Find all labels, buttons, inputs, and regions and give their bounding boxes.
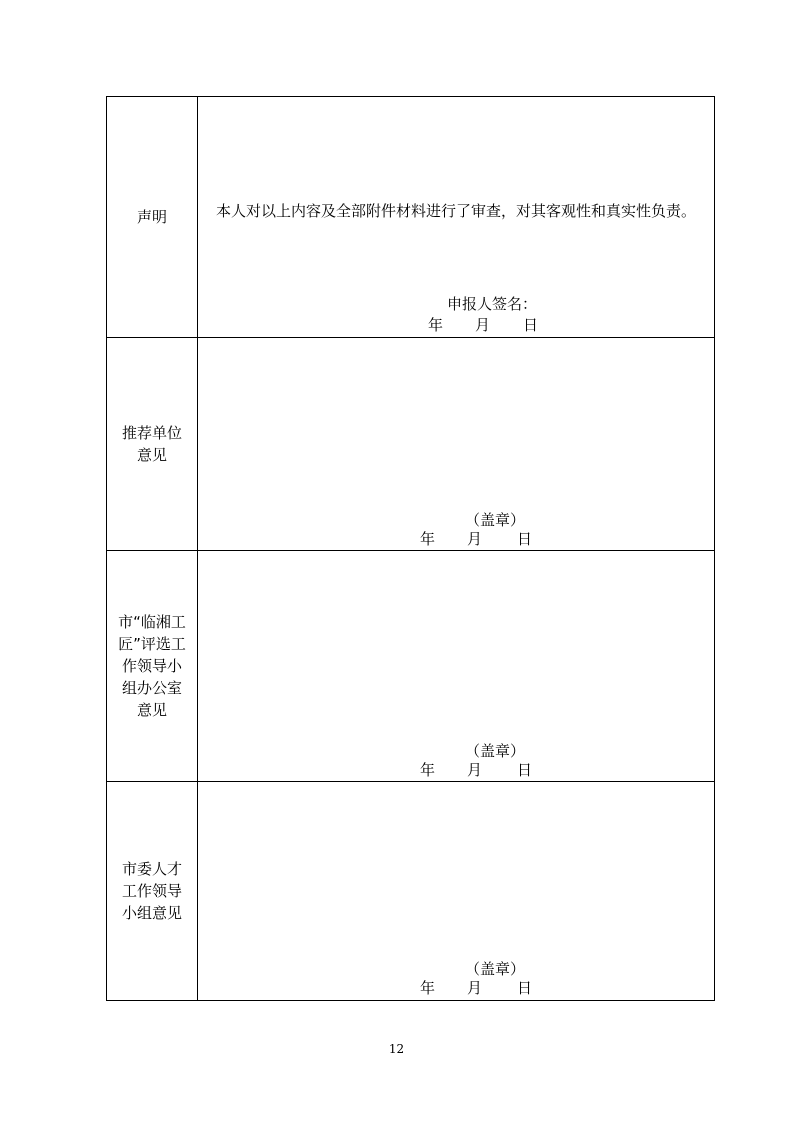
date-day: 日 xyxy=(523,316,539,334)
talent-leading-group-row xyxy=(107,781,714,1000)
label-cell xyxy=(107,551,198,781)
declaration-row xyxy=(107,97,714,337)
row-label-talent-leading-group: 市委人才工作领导小组意见 xyxy=(121,860,182,922)
date-month: 月 xyxy=(467,530,483,548)
date-day: 日 xyxy=(517,979,533,997)
date-day: 日 xyxy=(517,530,533,548)
seal-label: （盖章） xyxy=(465,511,526,529)
label-cell xyxy=(107,782,198,1000)
seal-label: （盖章） xyxy=(465,742,526,760)
date-year: 年 xyxy=(420,979,436,997)
selection-office-row xyxy=(107,550,714,781)
recommending-unit-row xyxy=(107,337,714,550)
date-year: 年 xyxy=(428,316,444,334)
declaration-text: 本人对以上内容及全部附件材料进行了审查，对其客观性和真实性负责。 xyxy=(215,202,696,220)
seal-label: （盖章） xyxy=(465,960,526,978)
row-label-declaration: 声明 xyxy=(136,208,167,226)
date-year: 年 xyxy=(420,761,436,779)
date-month: 月 xyxy=(467,761,483,779)
row-label-selection-office: 市“临湘工匠”评选工作领导小组办公室意见 xyxy=(118,613,186,719)
date-month: 月 xyxy=(475,316,491,334)
date-year: 年 xyxy=(420,530,436,548)
opinion-content-cell xyxy=(198,782,714,1000)
opinion-content-cell xyxy=(198,338,714,550)
page-number: 12 xyxy=(388,1042,405,1056)
date-day: 日 xyxy=(517,761,533,779)
label-cell xyxy=(107,338,198,550)
date-month: 月 xyxy=(467,979,483,997)
row-label-recommending-unit: 推荐单位意见 xyxy=(121,424,182,464)
declaration-content-cell xyxy=(198,97,714,337)
label-cell xyxy=(107,97,198,337)
opinion-content-cell xyxy=(198,551,714,781)
form-table xyxy=(106,96,715,1001)
applicant-signature-label: 申报人签名： xyxy=(447,295,538,313)
